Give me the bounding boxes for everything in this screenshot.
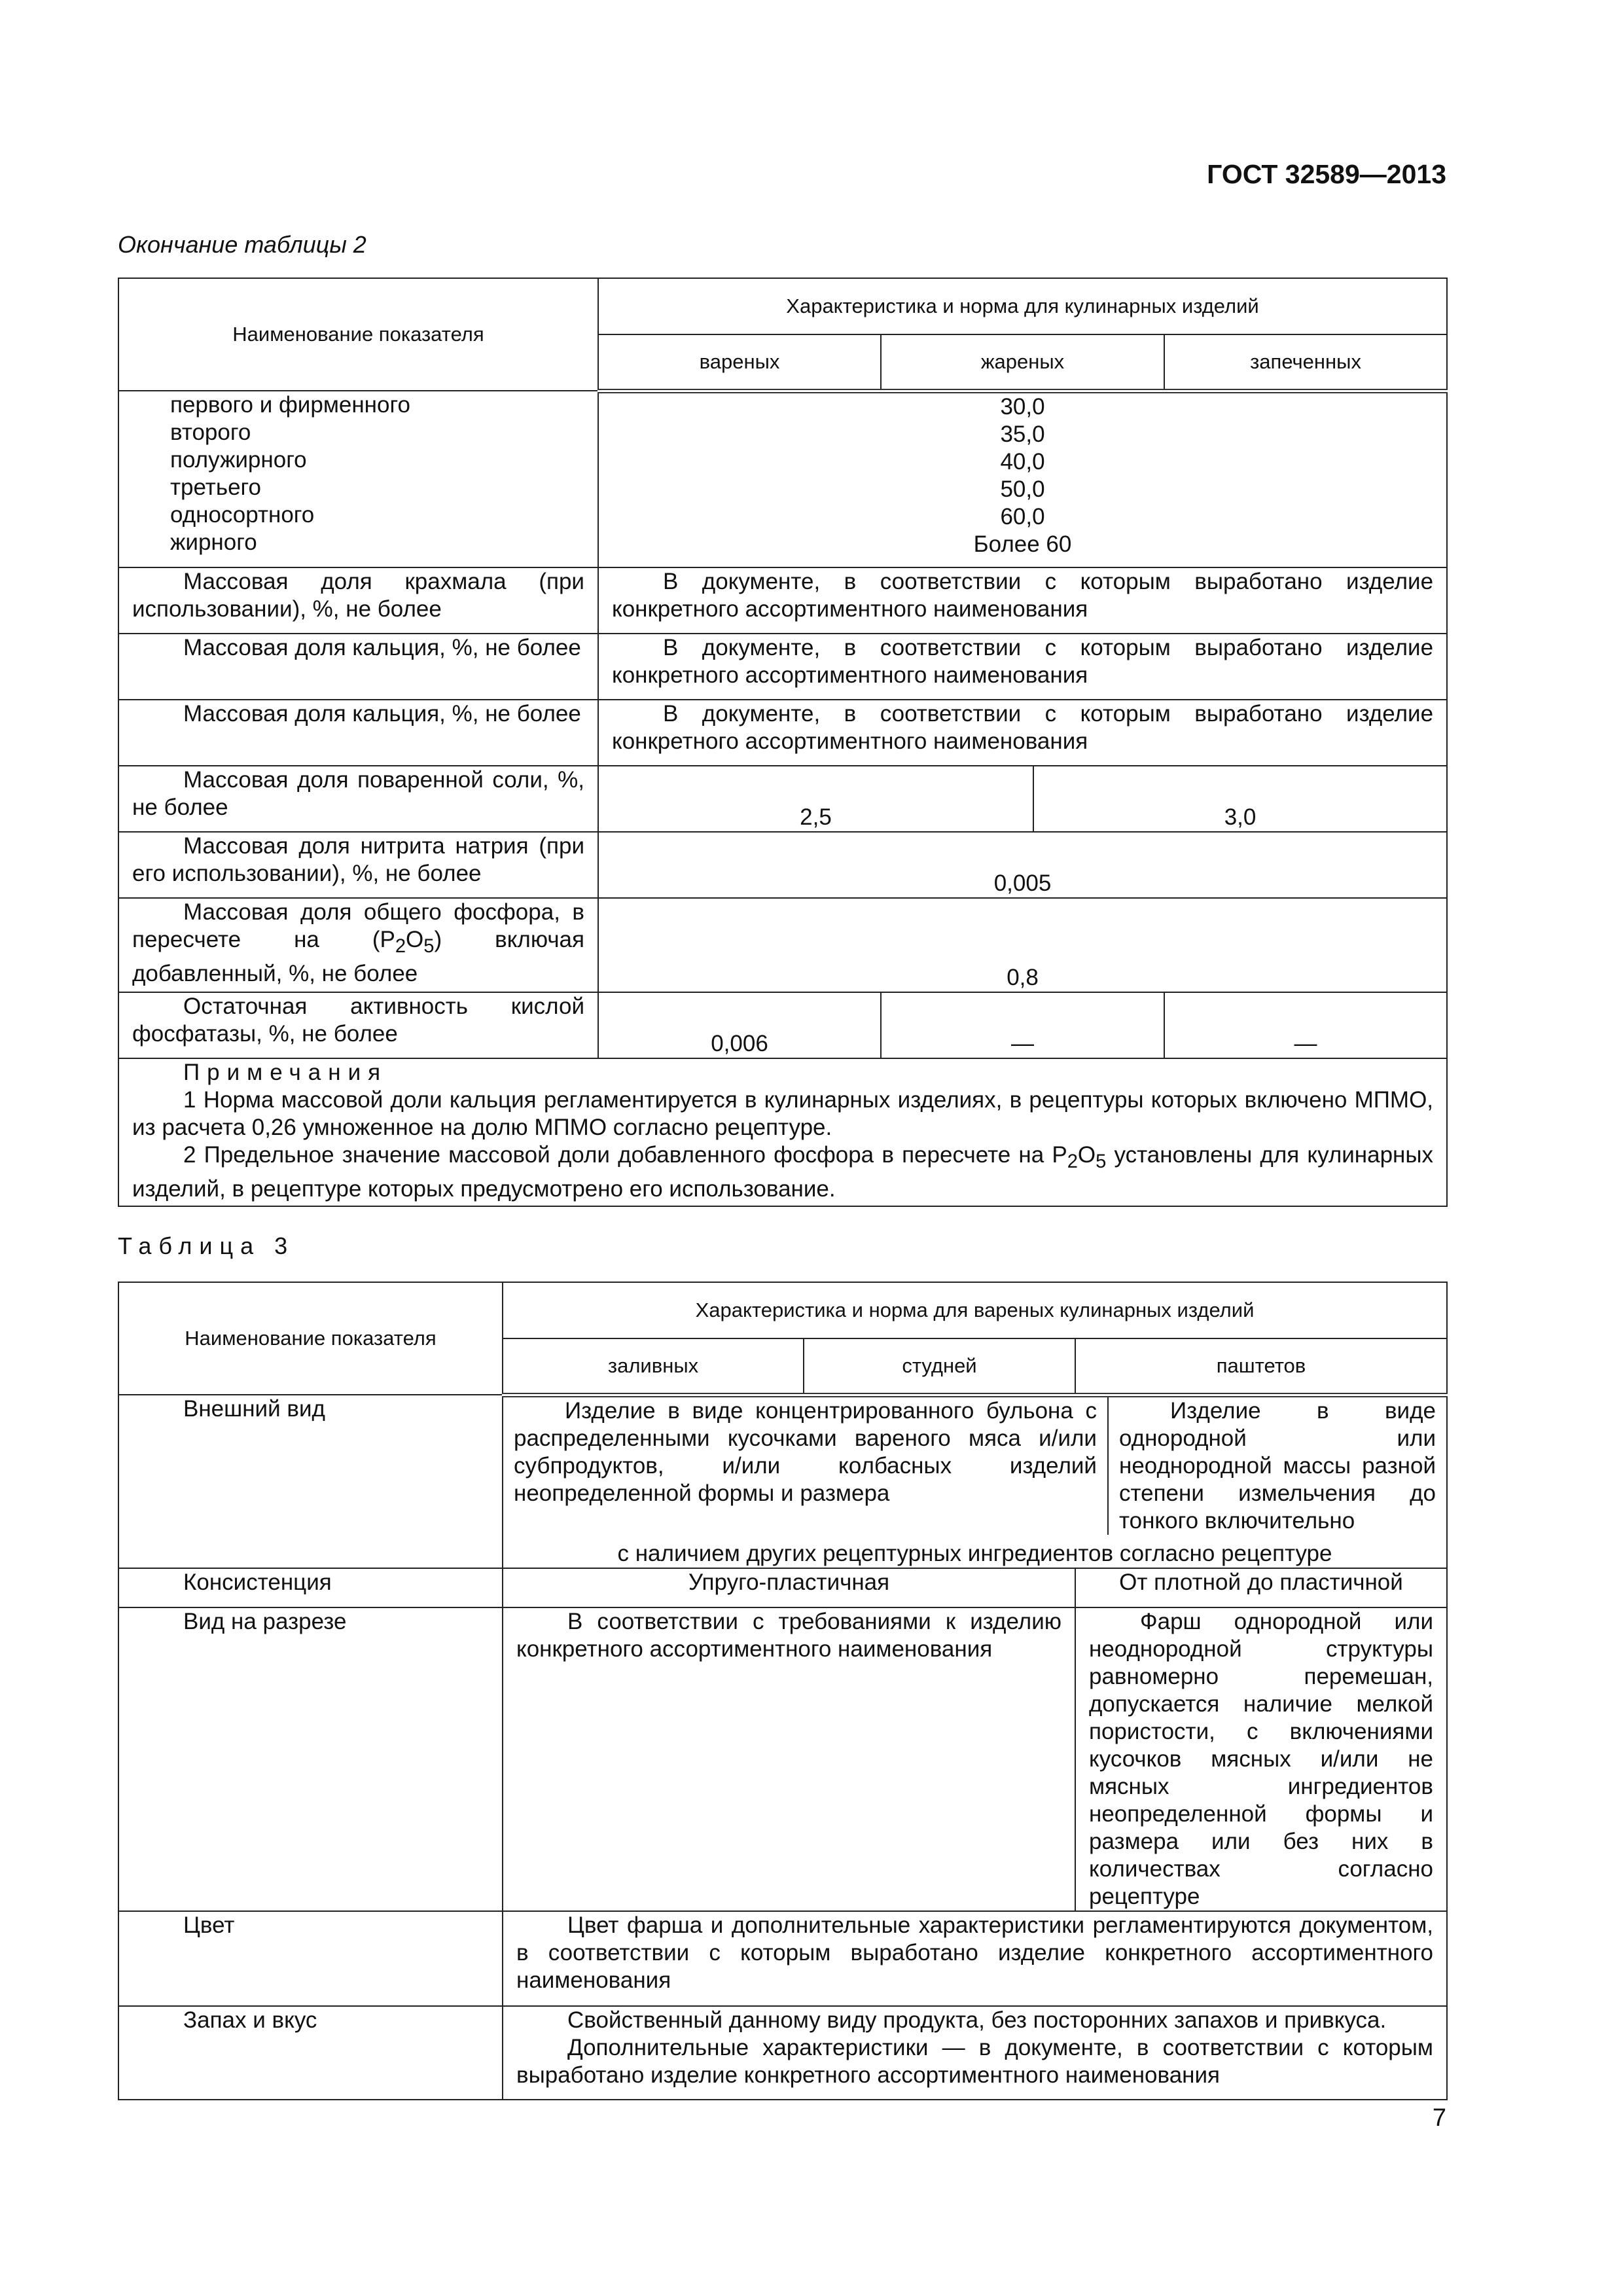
note-2: 2 Предельное значение массовой доли добавленного фосфора в пересчете на $P_2O_5$ установлены для кулинарных изделий, в рецептуре которых предусмотрено его использование. bbox=[132, 1142, 1434, 1202]
t2-phosphatase: Остаточная активность кислой фосфатазы, %, не более bbox=[118, 992, 598, 1058]
grade-label: второго bbox=[170, 420, 251, 445]
t2-nitrite: Массовая доля нитрита натрия (при его использовании), %, не более bbox=[118, 832, 598, 898]
t2-col-group: Характеристика и норма для кулинарных изделий bbox=[598, 278, 1447, 334]
t2-calcium-value: В документе, в соответствии с которым выработано изделие конкретного ассортиментного наименования bbox=[598, 634, 1447, 700]
t2-calcium: Массовая доля кальция, %, не более bbox=[118, 634, 598, 700]
table2-caption: Окончание таблицы 2 bbox=[118, 231, 366, 258]
t2-phosphorus-value: 0,8 bbox=[598, 898, 1447, 992]
table-3 bbox=[118, 1282, 1448, 2100]
note-1: 1 Норма массовой доли кальция регламентируется в кулинарных изделиях, в рецептуры которых включено МПМО, из расчета 0,26 умноженное на долю МПМО согласно рецептуре. bbox=[132, 1087, 1434, 1140]
t2-notes bbox=[118, 1058, 1447, 1206]
table3-caption: Таблица 3 bbox=[118, 1232, 295, 1259]
t2-phosphatase-value-3: — bbox=[1164, 992, 1447, 1058]
t3-col-group: Характеристика и норма для вареных кулинарных изделий bbox=[503, 1282, 1447, 1338]
table-2 bbox=[118, 278, 1448, 1207]
standard-number: ГОСТ 32589—2013 bbox=[1207, 159, 1446, 189]
t3-cut-value-1: В соответствии с требованиями к изделию конкретного ассортиментного наименования bbox=[503, 1607, 1075, 1911]
t3-cut-value-2: Фарш однородной или неоднородной структуры равномерно перемешан, допускается наличие мелкой пористости, с включениями кусочков мясных и/или не мясных ингредиентов неопределенной формы и размера или без них в количествах согласно рецептуре bbox=[1075, 1607, 1447, 1911]
notes-title: Примечания bbox=[183, 1060, 388, 1085]
t3-consistency: Консистенция bbox=[118, 1568, 503, 1607]
t3-consistency-value-2: От плотной до пластичной bbox=[1075, 1568, 1447, 1607]
t2-phosphorus: Массовая доля общего фосфора, в пересчете на $(P_2O_5)$ включая добавленный, %, не более bbox=[118, 898, 598, 992]
t2-subcol-baked: запеченных bbox=[1164, 334, 1447, 391]
t2-salt: Массовая доля поваренной соли, %, не более bbox=[118, 766, 598, 832]
grade-label: полужирного bbox=[170, 447, 307, 473]
t2-salt-value-2: 3,0 bbox=[1033, 766, 1447, 832]
t2-starch: Массовая доля крахмала (при использовании), %, не более bbox=[118, 567, 598, 634]
t2-phosphatase-value-2: — bbox=[881, 992, 1164, 1058]
grade-value: 40,0 bbox=[1000, 448, 1045, 475]
t3-appearance-pate: Изделие в виде однородной или неоднородной массы разной степени измельчения до тонкого включительно bbox=[1107, 1397, 1446, 1535]
grade-value: 60,0 bbox=[1000, 503, 1045, 529]
t3-consistency-value-1: Упруго-пластичная bbox=[503, 1568, 1075, 1607]
t3-appearance-jellied-aspic: Изделие в виде концентрированного бульона с распределенными кусочками вареного мяса и/или субпродуктов, и/или колбасных изделий неопределенной формы и размера bbox=[514, 1397, 1097, 1506]
t3-col-indicator: Наименование показателя bbox=[118, 1282, 503, 1395]
t3-appearance: Внешний вид bbox=[118, 1395, 503, 1568]
grade-value: 50,0 bbox=[1000, 476, 1045, 502]
t2-salt-value-1: 2,5 bbox=[598, 766, 1033, 832]
t2-grades bbox=[118, 391, 598, 567]
t3-smell-line-2: Дополнительные характеристики — в документе, в соответствии с которым выработано изделие конкретного ассортиментного наименования bbox=[516, 2034, 1433, 2088]
grade-value: 35,0 bbox=[1000, 421, 1045, 447]
t2-calcium-2-value: В документе, в соответствии с которым выработано изделие конкретного ассортиментного наименования bbox=[598, 700, 1447, 766]
t2-starch-value: В документе, в соответствии с которым выработано изделие конкретного ассортиментного наименования bbox=[598, 567, 1447, 634]
t3-subcol-pate: паштетов bbox=[1075, 1338, 1447, 1395]
t3-color-value: Цвет фарша и дополнительные характеристики регламентируются документом, в соответствии с которым выработано изделие конкретного ассортиментного наименования bbox=[503, 1911, 1447, 2006]
t3-appearance-common: с наличием других рецептурных ингредиентов согласно рецептуре bbox=[617, 1540, 1332, 1566]
t3-color: Цвет bbox=[118, 1911, 503, 2006]
t3-smell-taste: Запах и вкус bbox=[118, 2006, 503, 2100]
t2-col-indicator: Наименование показателя bbox=[118, 278, 598, 391]
t3-appearance-value bbox=[503, 1395, 1447, 1568]
grade-label: третьего bbox=[170, 475, 261, 500]
t2-subcol-fried: жареных bbox=[881, 334, 1164, 391]
t3-subcol-jellied: заливных bbox=[503, 1338, 804, 1395]
t3-cut: Вид на разрезе bbox=[118, 1607, 503, 1911]
t3-smell-line-1: Свойственный данному виду продукта, без посторонних запахов и привкуса. bbox=[567, 2007, 1387, 2033]
page-number: 7 bbox=[1432, 2104, 1446, 2132]
t2-phosphatase-value-1: 0,006 bbox=[598, 992, 881, 1058]
t2-calcium-2: Массовая доля кальция, %, не более bbox=[118, 700, 598, 766]
t3-smell-taste-value bbox=[503, 2006, 1447, 2100]
t2-subcol-boiled: вареных bbox=[598, 334, 881, 391]
t3-subcol-aspic: студней bbox=[804, 1338, 1075, 1395]
grade-label: односортного bbox=[170, 502, 315, 528]
grade-value: Более 60 bbox=[973, 531, 1072, 557]
t2-grade-values bbox=[598, 391, 1447, 567]
grade-value: 30,0 bbox=[1000, 393, 1045, 420]
grade-label: первого и фирменного bbox=[170, 392, 410, 418]
grade-label: жирного bbox=[170, 529, 257, 555]
t2-nitrite-value: 0,005 bbox=[598, 832, 1447, 898]
